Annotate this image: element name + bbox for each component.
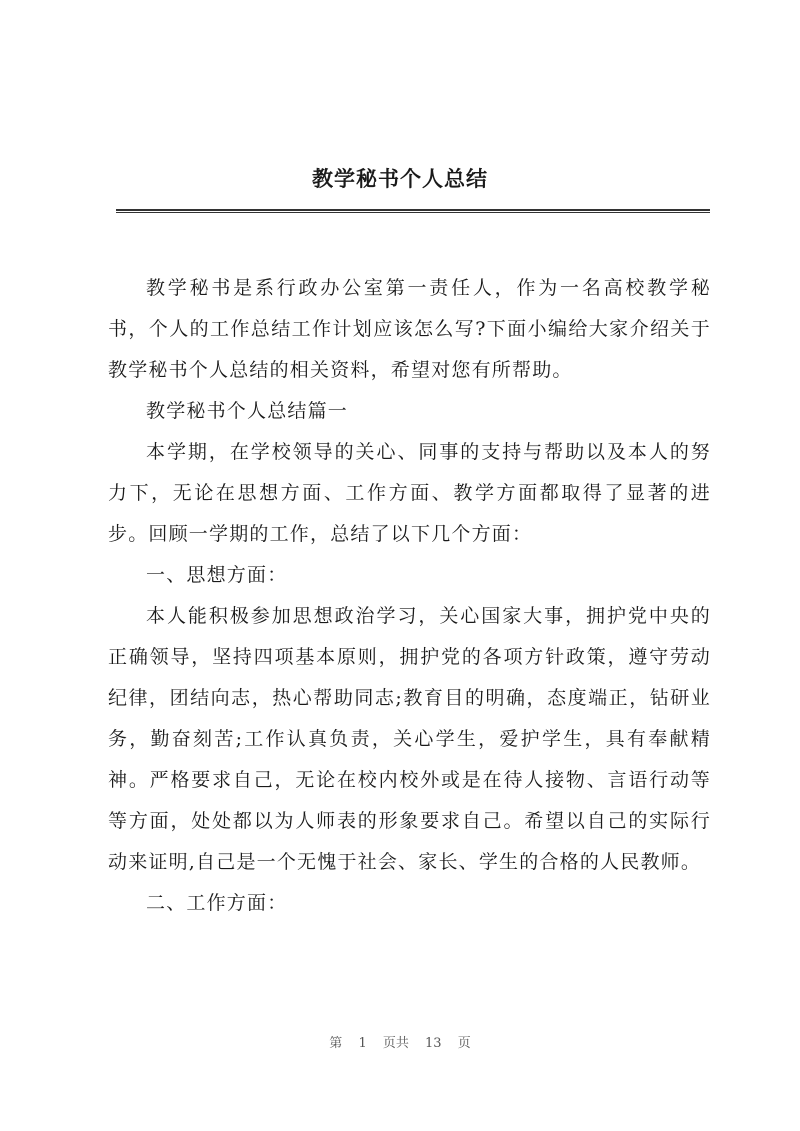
body-paragraph: 本人能积极参加思想政治学习，关心国家大事，拥护党中央的正确领导，坚持四项基本原则，拥护党的各项方针政策，遵守劳动纪律，团结向志，热心帮助同志;教育目的明确，态度端正，钻研业务，勤奋刻苦;工作认真负责，关心学生，爱护学生，具有奉献精神。严格要求自己，无论在校内校外或是在待人接物、言语行动等等方面，处处都以为人师表的形象要求自己。希望以自己的实际行动来证明,自己是一个无愧于社会、家长、学生的合格的人民教师。 (108, 605, 711, 873)
section-heading: 教学秘书个人总结篇一 (146, 400, 349, 422)
page-label-mid: 页共 (382, 1036, 409, 1051)
total-pages-number: 13 (425, 1036, 442, 1051)
title-divider (116, 209, 710, 213)
page-label-suffix: 页 (457, 1036, 471, 1051)
document-title: 教学秘书个人总结 (312, 166, 488, 191)
document-body (108, 268, 711, 924)
subsection-heading: 二、工作方面： (146, 892, 288, 914)
page-footer (0, 1032, 800, 1051)
current-page-number: 1 (358, 1036, 367, 1051)
body-paragraph: 本学期，在学校领导的关心、同事的支持与帮助以及本人的努力下，无论在思想方面、工作方面、教学方面都取得了显著的进步。回顾一学期的工作，总结了以下几个方面： (108, 441, 711, 545)
page-label-prefix: 第 (329, 1036, 343, 1051)
subsection-heading: 一、思想方面： (146, 564, 288, 586)
intro-paragraph: 教学秘书是系行政办公室第一责任人，作为一名高校教学秘书，个人的工作总结工作计划应该怎么写?下面小编给大家介绍关于教学秘书个人总结的相关资料，希望对您有所帮助。 (108, 277, 711, 381)
